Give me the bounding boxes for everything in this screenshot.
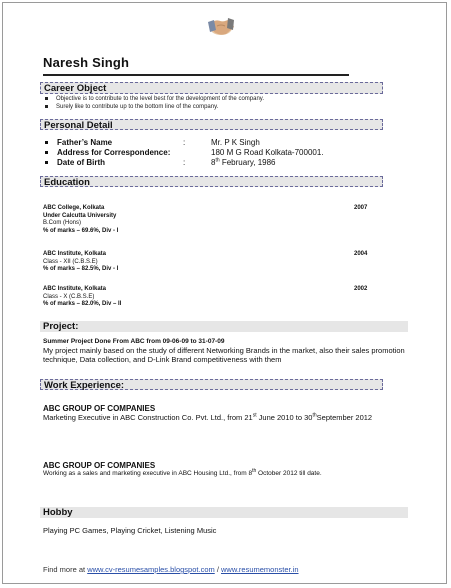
career-item: Surely like to contribute up to the bottom line of the company. xyxy=(45,103,218,111)
section-personal-detail: Personal Detail xyxy=(40,119,383,130)
bullet-icon xyxy=(45,141,48,144)
bullet-icon xyxy=(45,161,48,164)
work-entry: ABC GROUP OF COMPANIES Marketing Executive in ABC Construction Co. Pvt. Ltd., from 21st June 2010 to 30thSeptember 2012 xyxy=(43,404,373,422)
work-entry: ABC GROUP OF COMPANIES Working as a sales and marketing executive in ABC Housing Ltd., from 8th October 2012 till date. xyxy=(43,461,322,477)
bullet-icon xyxy=(45,105,48,108)
education-entry: ABC Institute, Kolkata Class - X (C.B.S.E) % of marks – 82.0%, Div – II 2002 xyxy=(43,286,368,307)
project-block: Summer Project Done From ABC from 09-06-09 to 31-07-09 My project mainly based on the study of different Networking Brands in the market, also their sales promotion technique, Data collection, and D-Link Brand competitiveness with them xyxy=(43,338,405,364)
education-year: 2007 xyxy=(354,205,368,211)
footer-link-resumemonster[interactable]: www.resumemonster.in xyxy=(221,565,299,574)
personal-address: Address for Correspondence: 180 M G Road Kolkata-700001. xyxy=(45,148,375,158)
candidate-name: Naresh Singh xyxy=(43,55,130,70)
section-education: Education xyxy=(40,176,383,187)
education-year: 2004 xyxy=(354,251,368,257)
bullet-icon xyxy=(45,151,48,154)
section-career-object: Career Object xyxy=(40,82,383,94)
footer-link-cv-resumesamples[interactable]: www.cv-resumesamples.blogspot.com xyxy=(87,565,215,574)
section-project: Project: xyxy=(40,321,408,332)
career-item: Objective is to contribute to the level best for the development of the company. xyxy=(45,95,264,103)
education-entry: ABC College, Kolkata Under Calcutta University B.Com (Hons) % of marks – 69.6%, Div - I 2007 xyxy=(43,205,368,234)
section-hobby: Hobby xyxy=(40,507,408,518)
education-year: 2002 xyxy=(354,286,368,292)
footer: Find more at www.cv-resumesamples.blogspot.com / www.resumemonster.in xyxy=(43,565,299,574)
section-work-experience: Work Experience: xyxy=(40,379,383,390)
education-entry: ABC Institute, Kolkata Class - XII (C.B.S.E) % of marks – 82.5%, Div - I 2004 xyxy=(43,251,368,272)
name-underline xyxy=(43,74,349,76)
handshake-icon xyxy=(206,12,236,40)
hobby-text: Playing PC Games, Playing Cricket, Listening Music xyxy=(43,526,217,535)
bullet-icon xyxy=(45,97,48,100)
personal-father: Father’s Name : Mr. P K Singh xyxy=(45,138,375,148)
personal-dob: Date of Birth : 8th February, 1986 xyxy=(45,158,375,168)
